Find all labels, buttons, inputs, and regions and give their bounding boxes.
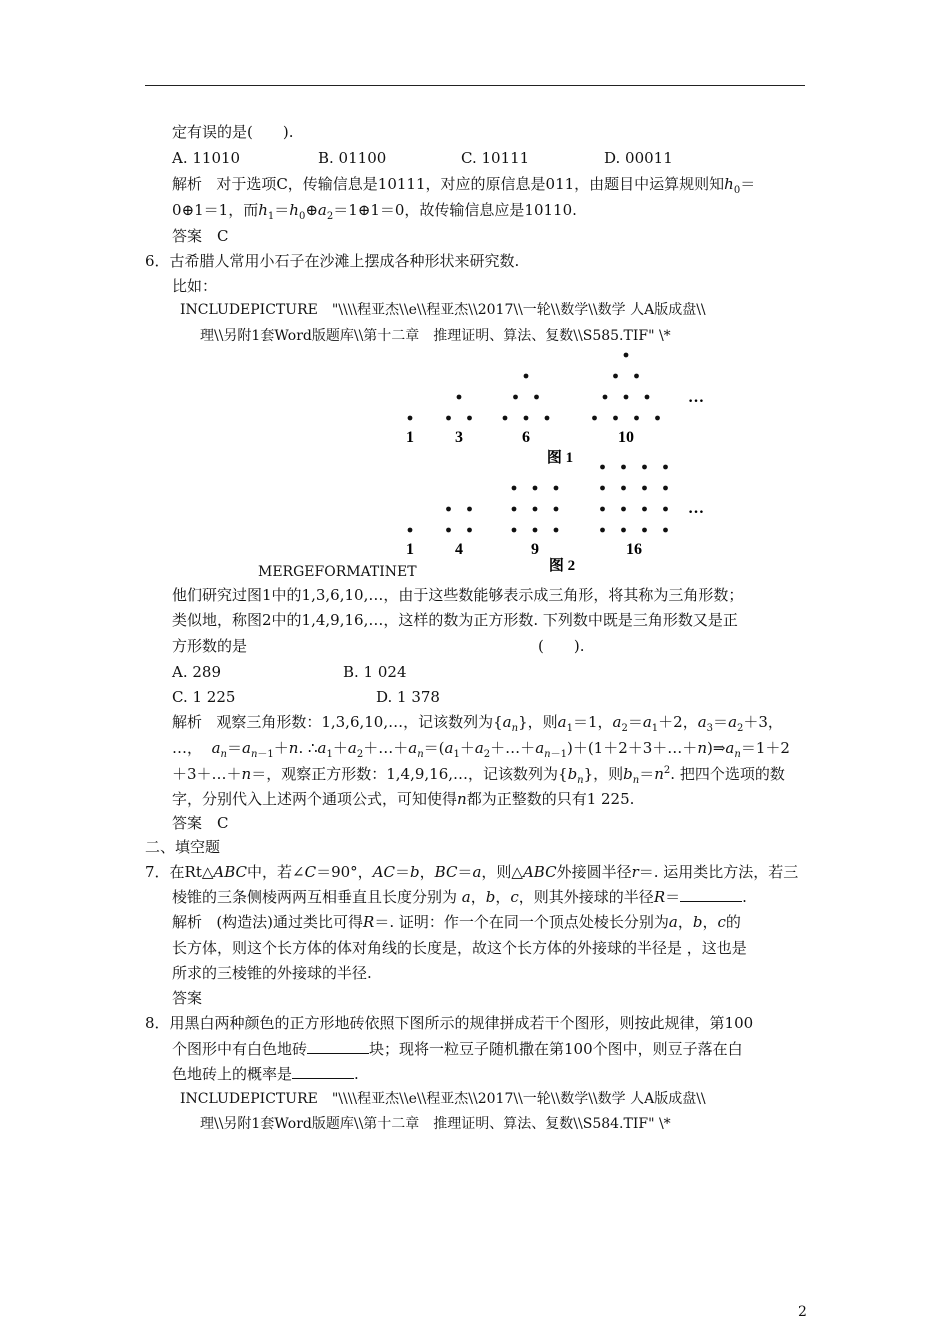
q6-exp-text: ＝1＋2 <box>740 739 790 757</box>
q5-exp-eq2: ＝ <box>274 201 290 219</box>
q7-text: 棱锥的三条侧棱两两互相垂直且长度分别为 <box>172 888 458 906</box>
square-dot <box>533 486 538 491</box>
section-fill-in-blank: 二、填空题 <box>145 838 221 856</box>
triangle-dot <box>645 395 650 400</box>
q6-option-a: A. 289 <box>172 663 221 681</box>
fig1-label-1: 1 <box>406 429 414 446</box>
triangle-dot <box>613 374 618 379</box>
triangle-dot <box>634 416 639 421</box>
page-number: 2 <box>798 1304 807 1320</box>
fig1-label-6: 6 <box>522 429 530 446</box>
square-dot <box>621 507 626 512</box>
q8-line3 <box>172 1064 359 1084</box>
square-dot <box>600 507 605 512</box>
q5-exp-eq: ＝ <box>740 175 756 193</box>
q5-option-d: D. 00011 <box>604 149 673 167</box>
q5-answer: 答案 C <box>172 227 229 245</box>
q5-exp-text: 对于选项C，传输信息是10111，对应的原信息是011，由题目中运算规则知 <box>216 175 725 193</box>
square-dot <box>533 528 538 533</box>
q7-explanation-line1: 解析 (构造法)通过类比可得R＝. 证明：作一个在同一个顶点处棱长分别为a，b，c的 <box>172 913 741 931</box>
q8-includepicture-1: INCLUDEPICTURE "\\\\程亚杰\\e\\程亚杰\\2017\\一轮\\数学\\数学 人A版成盘\\ <box>180 1091 706 1107</box>
square-dot <box>663 528 668 533</box>
q7-answer-blank <box>680 887 742 902</box>
q7-text: ， <box>470 888 486 906</box>
q6-explanation-line2: …， $a_n=a_{n-1}+n$. $\therefore a_1+a_2+\dots+a_n=(a_1+a_2+\dots+a_{n-1})+(1+2+3+\dots+n)\Rightarrow a_n=1+2$ <box>172 739 790 760</box>
square-dot <box>663 465 668 470</box>
triangle-dot <box>467 416 472 421</box>
q6-number: 6． <box>145 252 170 270</box>
q6-includepicture-1: INCLUDEPICTURE "\\\\程亚杰\\e\\程亚杰\\2017\\一轮\\数学\\数学 人A版成盘\\ <box>180 302 706 318</box>
q6-exp-text: 都为正整数的只有1 225. <box>466 790 635 808</box>
q8-text: 个图形中有白色地砖 <box>172 1040 308 1058</box>
square-dot <box>621 465 626 470</box>
fig1-ellipsis: … <box>688 389 704 406</box>
q7-text: ＝ <box>457 863 473 881</box>
q6-exp-text: . ∴ <box>298 739 318 757</box>
triangle-dot <box>408 416 413 421</box>
q6-answer: 答案 C <box>172 814 229 832</box>
q7-explanation-line2: 长方体，则这个长方体的体对角线的长度是，故这个长方体的外接球的半径是 ，这也是 <box>172 939 747 957</box>
square-dot <box>621 528 626 533</box>
q5-exp-text3: ＝1⊕1＝0，故传输信息应是10110. <box>333 201 577 219</box>
q5-explanation-line1: 解析 对于选项C，传输信息是10111，对应的原信息是011，由题目中运算规则知$h_0=$ <box>172 175 756 196</box>
q6-explanation-line3: ＋3＋…＋n＝，观察正方形数：1,4,9,16,…，记该数列为$\{b_n\}$，则$b_n=n^2$. 把四个选项的数 <box>172 765 785 786</box>
q8-line2 <box>172 1039 743 1059</box>
fig1-label-10: 10 <box>618 429 634 446</box>
square-dot <box>554 507 559 512</box>
square-dot <box>642 486 647 491</box>
q6-exp-text: )⇒ <box>706 739 726 757</box>
q6-body-line3: 方形数的是 <box>172 637 248 655</box>
square-dot <box>642 465 647 470</box>
q7-text: ， <box>495 888 511 906</box>
q7-text: ＝. 运用类比方法，若三 <box>638 863 799 881</box>
triangle-dot <box>613 416 618 421</box>
q6-exp-text: ＝，观察正方形数：1,4,9,16,…，记该数列为{ <box>251 765 568 783</box>
explanation-label: 解析 <box>172 713 203 731</box>
square-dot <box>446 528 451 533</box>
q7-text: 外接圆半径 <box>556 863 632 881</box>
q7-exp-text: ， <box>677 913 693 931</box>
q6-option-c: C. 1 225 <box>172 688 236 706</box>
triangle-dot <box>513 395 518 400</box>
q7-explanation-line3: 所求的三棱锥的外接球的半径. <box>172 964 372 982</box>
q7-answer: 答案 <box>172 989 203 1007</box>
q6-answer-bracket: ( ). <box>538 637 585 655</box>
triangle-dot <box>534 395 539 400</box>
fig1-caption: 图 1 <box>546 450 574 466</box>
square-dot <box>408 528 413 533</box>
q6-stem-text: 古希腊人常用小石子在沙滩上摆成各种形状来研究数. <box>169 252 520 270</box>
square-dot <box>512 528 517 533</box>
square-dot <box>642 528 647 533</box>
square-dot <box>642 507 647 512</box>
square-dot <box>663 507 668 512</box>
q7-exp-text: 的 <box>725 913 741 931</box>
q6-includepicture-2: 理\\另附1套Word版题库\\第十二章 推理证明、算法、复数\\S585.TIF" \* <box>200 328 671 344</box>
q7-exp-text: ， <box>702 913 718 931</box>
q6-exp-text: ＝( <box>423 739 445 757</box>
q6-exp-text: ＋…＋ <box>363 739 409 757</box>
q7-line1: 7．在Rt△ABC中，若∠C＝90°，AC＝b，BC＝a，则△ABC外接圆半径r＝. 运用类比方法，若三 <box>145 863 799 881</box>
square-dot <box>512 486 517 491</box>
explanation-label: 解析 <box>172 913 203 931</box>
dot-figures <box>390 350 720 585</box>
square-dot <box>621 486 626 491</box>
q5-option-b: B. 01100 <box>318 149 387 167</box>
square-dot <box>554 528 559 533</box>
q7-text: ，则其外接球的半径 <box>518 888 654 906</box>
q6-body-line1: 他们研究过图1中的1,3,6,10,…，由于这些数能够表示成三角形，将其称为三角形数； <box>172 586 744 604</box>
triangle-dot <box>592 416 597 421</box>
q6-exp-text: ＝ <box>713 713 729 731</box>
fig2-label-16: 16 <box>626 541 642 558</box>
square-dot <box>533 507 538 512</box>
q6-explanation-line1: 解析 观察三角形数：1,3,6,10,…，记该数列为$\{a_n\}$，则$a_1=1$，$a_2=a_1+2$，$a_3=a_2+3$， <box>172 713 783 734</box>
q6-exp-text: ＝ <box>627 713 643 731</box>
q8-text: 色地砖上的概率是 <box>172 1065 293 1083</box>
square-dot <box>600 528 605 533</box>
q8-blank-probability <box>292 1064 354 1079</box>
q7-text: ＝90°， <box>316 863 373 881</box>
square-dot <box>467 507 472 512</box>
q6-exp-text: }，则 <box>518 713 558 731</box>
q7-number: 7． <box>145 863 170 881</box>
q6-exp-text: )＋(1＋2＋3＋…＋ <box>566 739 698 757</box>
q7-text: 在Rt△ <box>169 863 214 881</box>
q6-exp-text: ＋ <box>273 739 289 757</box>
square-dot <box>467 528 472 533</box>
q6-exp-text: }，则 <box>583 765 624 783</box>
q8-line1 <box>145 1013 753 1033</box>
q7-text: ，则△ <box>481 863 523 881</box>
q7-text: ， <box>419 863 435 881</box>
q6-exp-text: 字，分别代入上述两个通项公式，可知使得 <box>172 790 458 808</box>
triangle-dot <box>603 395 608 400</box>
q6-body-line2: 类似地，称图2中的1,4,9,16,…，这样的数为正方形数. 下列数中既是三角形数又是正 <box>172 611 738 629</box>
q6-exp-text: 观察三角形数：1,3,6,10,…，记该数列为{ <box>216 713 503 731</box>
triangle-dot <box>624 395 629 400</box>
square-dot <box>600 486 605 491</box>
q8-text: 用黑白两种颜色的正方形地砖依照下图所示的规律拼成若干个图形，则按此规律，第100 <box>169 1014 754 1032</box>
triangle-dot <box>545 416 550 421</box>
triangle-dot <box>446 416 451 421</box>
q5-exp-xor: ⊕ <box>305 201 318 219</box>
header-rule <box>145 85 805 86</box>
triangle-dot <box>634 374 639 379</box>
square-dot <box>512 507 517 512</box>
fig2-label-4: 4 <box>455 541 463 558</box>
q6-exp-text: …， <box>172 739 203 757</box>
q6-exp-text: ＝1， <box>572 713 613 731</box>
triangle-dot <box>655 416 660 421</box>
explanation-label: 解析 <box>172 175 203 193</box>
q5-explanation-line2: 0⊕1＝1，而$h_1=h_0\oplus a_2=1\oplus 1=0$，故传输信息应是10110. <box>172 201 577 222</box>
q5-option-c: C. 10111 <box>461 149 530 167</box>
q8-includepicture-2: 理\\另附1套Word版题库\\第十二章 推理证明、算法、复数\\S584.TIF" \* <box>200 1116 671 1132</box>
fig2-label-1: 1 <box>406 541 414 558</box>
q7-text: ＝ <box>665 888 681 906</box>
triangle-dot <box>524 374 529 379</box>
q6-exp-text: ＝ <box>226 739 242 757</box>
q6-exp-text: ＋3＋…＋ <box>172 765 242 783</box>
q6-exp-text: ＋ <box>332 739 348 757</box>
fig2-ellipsis: … <box>688 500 704 517</box>
q7-exp-text: ＝. 证明：作一个在同一个顶点处棱长分别为 <box>374 913 669 931</box>
q7-exp-text: (构造法)通过类比可得 <box>216 913 364 931</box>
q8-blank-white-tiles <box>307 1039 369 1054</box>
triangle-dot <box>503 416 508 421</box>
q7-text: 中，若∠ <box>247 863 305 881</box>
q5-option-a: A. 11010 <box>172 149 241 167</box>
q6-exp-text: . 把四个选项的数 <box>670 765 785 783</box>
square-dot <box>554 486 559 491</box>
q6-stem2: 比如： <box>172 277 218 295</box>
fig1-label-3: 3 <box>455 429 463 446</box>
q6-explanation-line4: 字，分别代入上述两个通项公式，可知使得n都为正整数的只有1 225. <box>172 790 635 808</box>
q6-mergeformat: MERGEFORMATINET <box>258 564 417 580</box>
q6-exp-text: ＝ <box>639 765 655 783</box>
square-dot <box>600 465 605 470</box>
q7-text: . <box>742 888 747 906</box>
triangle-dot <box>524 416 529 421</box>
q5-exp-text2: 0⊕1＝1，而 <box>172 201 259 219</box>
q6-exp-text: ＋…＋ <box>490 739 536 757</box>
q6-option-b: B. 1 024 <box>343 663 407 681</box>
q6-exp-text: ＋2， <box>658 713 698 731</box>
fig2-caption: 图 2 <box>548 558 576 574</box>
q8-number: 8． <box>145 1014 170 1032</box>
q6-option-d: D. 1 378 <box>376 688 440 706</box>
q6-exp-text: ＋3， <box>743 713 783 731</box>
q5-tail: 定有误的是( ). <box>172 123 294 141</box>
square-dot <box>446 507 451 512</box>
q7-line2: 棱锥的三条侧棱两两互相垂直且长度分别为 a，b，c，则其外接球的半径R＝ . <box>172 888 747 906</box>
square-dot <box>663 486 668 491</box>
triangle-dot <box>457 395 462 400</box>
q6-stem <box>145 251 519 271</box>
q8-text: . <box>354 1065 359 1083</box>
fig2-label-9: 9 <box>531 541 539 558</box>
q7-text: ＝ <box>395 863 411 881</box>
triangle-dot <box>624 353 629 358</box>
q8-text: 块；现将一粒豆子随机撒在第100个图中，则豆子落在白 <box>369 1040 743 1058</box>
